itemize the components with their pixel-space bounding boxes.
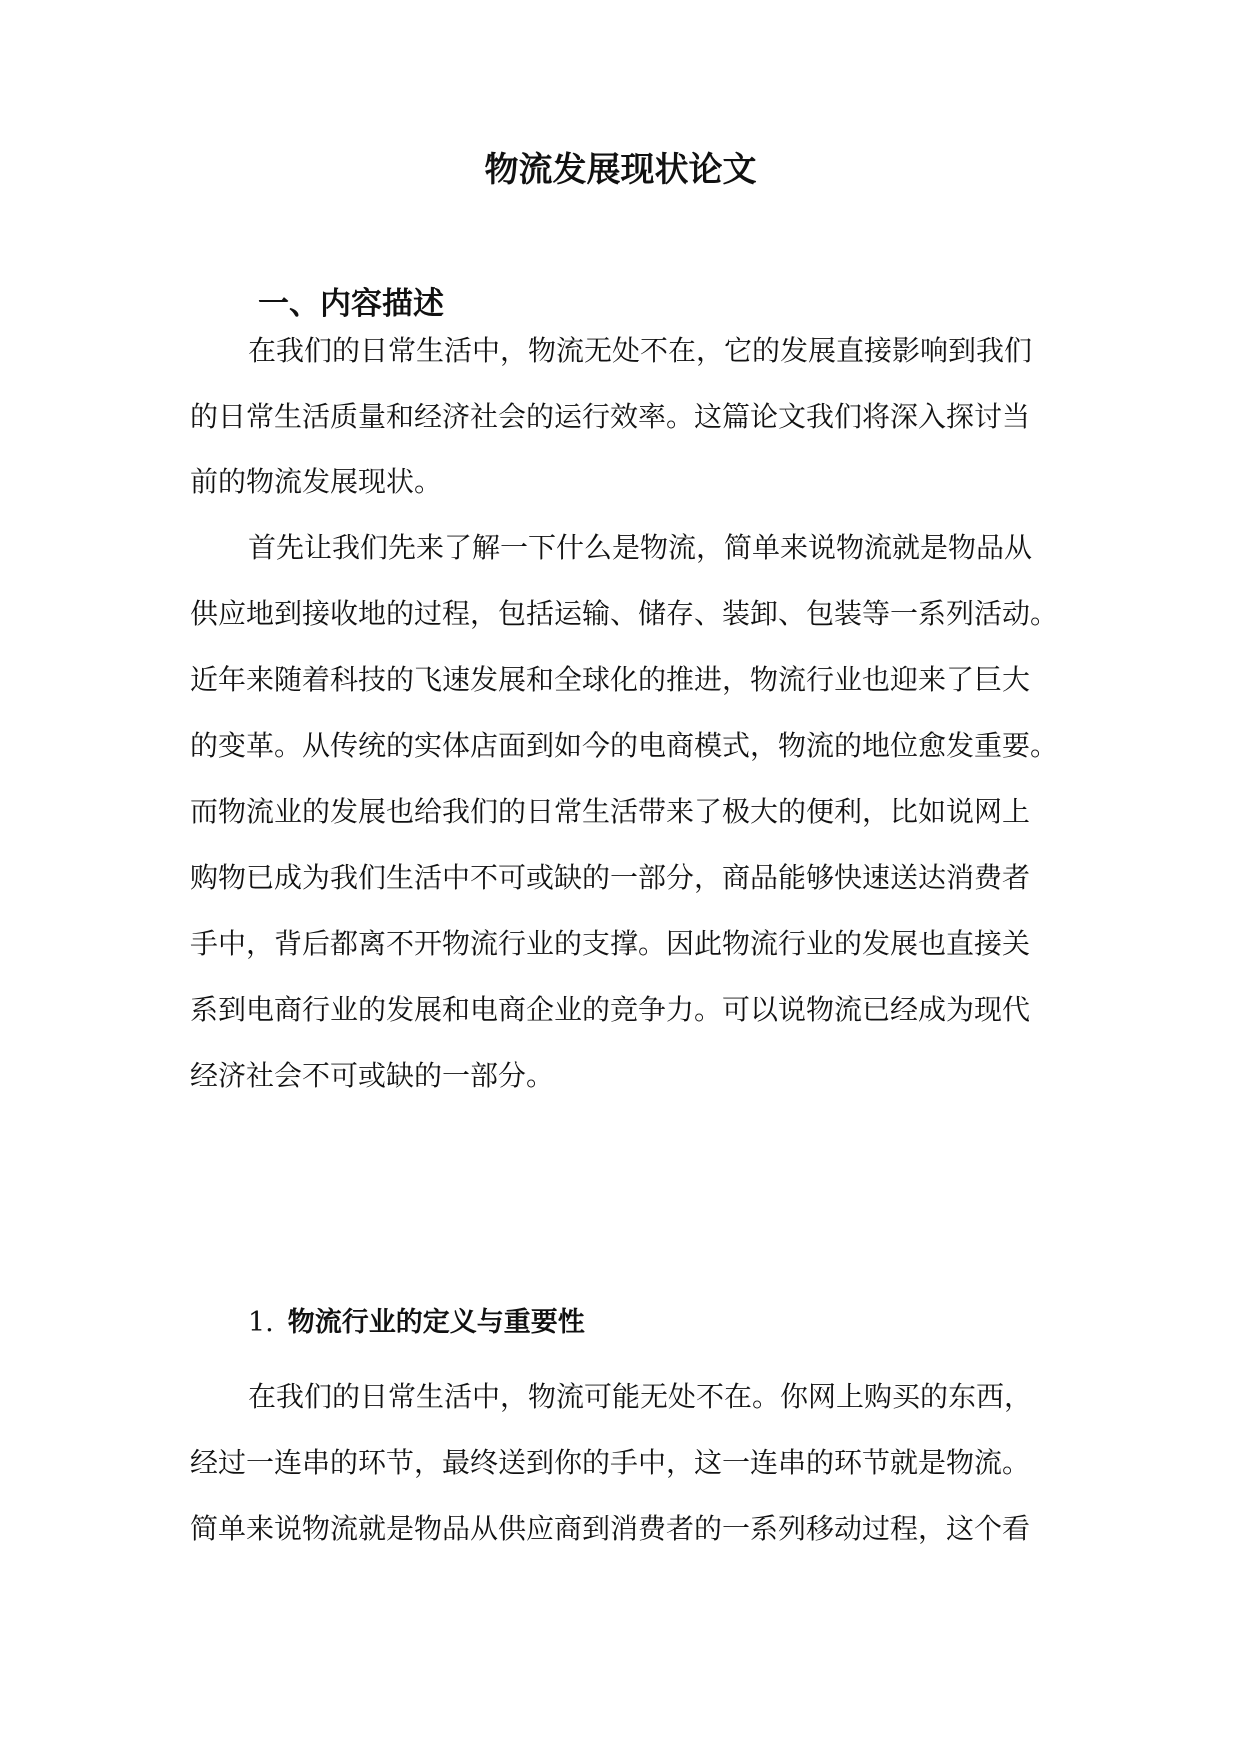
paragraph-line: 经济社会不可或缺的一部分。	[190, 1059, 555, 1092]
paragraph-line: 系到电商行业的发展和电商企业的竞争力。可以说物流已经成为现代	[190, 993, 1031, 1026]
paragraph-line: 在我们的日常生活中，物流无处不在，它的发展直接影响到我们	[248, 334, 1033, 367]
paragraph-line: 近年来随着科技的飞速发展和全球化的推进，物流行业也迎来了巨大	[190, 663, 1031, 696]
section-heading-content-description: 一、内容描述	[258, 286, 444, 322]
paragraph-line: 经过一连串的环节，最终送到你的手中，这一连串的环节就是物流。	[190, 1446, 1031, 1479]
paragraph-line: 手中，背后都离不开物流行业的支撑。因此物流行业的发展也直接关	[190, 927, 1031, 960]
paragraph-line: 的日常生活质量和经济社会的运行效率。这篇论文我们将深入探讨当	[190, 400, 1031, 433]
paragraph-line: 供应地到接收地的过程，包括运输、储存、装卸、包装等一系列活动。	[190, 597, 1059, 630]
paragraph-line: 而物流业的发展也给我们的日常生活带来了极大的便利，比如说网上	[190, 795, 1031, 828]
paragraph-line: 前的物流发展现状。	[190, 465, 443, 498]
subsection-heading-logistics-definition	[248, 1305, 585, 1341]
paragraph-line: 的变革。从传统的实体店面到如今的电商模式，物流的地位愈发重要。	[190, 729, 1059, 762]
subsection-heading-text: 物流行业的定义与重要性	[287, 1307, 585, 1338]
paragraph-line: 首先让我们先来了解一下什么是物流，简单来说物流就是物品从	[248, 531, 1033, 564]
document-title: 物流发展现状论文	[484, 150, 757, 190]
paragraph-line: 在我们的日常生活中，物流可能无处不在。你网上购买的东西，	[248, 1380, 1033, 1413]
paragraph-line: 简单来说物流就是物品从供应商到消费者的一系列移动过程，这个看	[190, 1512, 1031, 1545]
paragraph-line: 购物已成为我们生活中不可或缺的一部分，商品能够快速送达消费者	[190, 861, 1031, 894]
subsection-number: 1.	[248, 1307, 274, 1338]
